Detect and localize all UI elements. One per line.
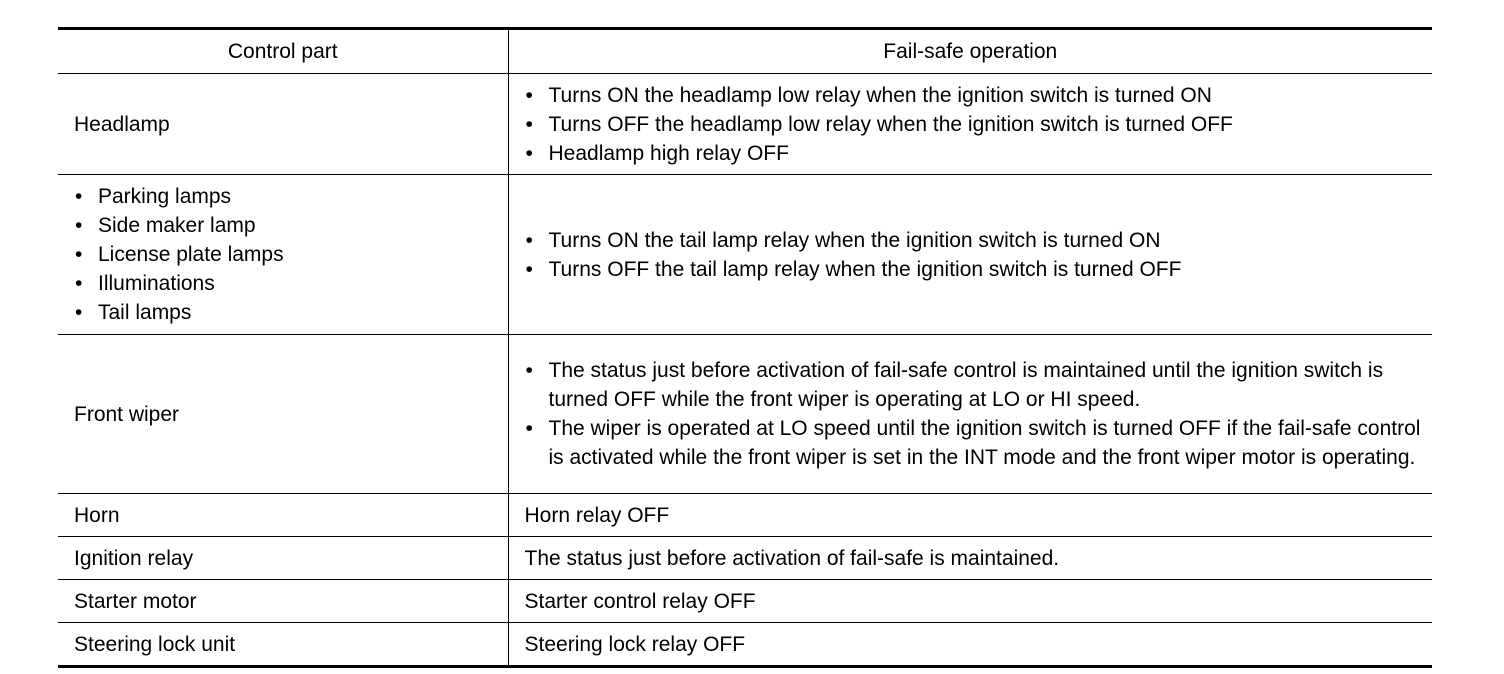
bullet: •: [75, 243, 83, 266]
operation-cell: The status just before activation of fail-safe is maintained.: [508, 537, 1432, 580]
bullet: •: [525, 141, 533, 165]
control-text: Parking lamps: [98, 185, 232, 208]
operation-cell: [508, 74, 1432, 175]
operation-text: The status just before activation of fail-safe control is maintained until the ignition switch is turned OFF while the front wiper is operating at LO or HI speed.: [548, 359, 1384, 411]
table-header-row: [58, 29, 1432, 74]
control-part-cell: Horn: [58, 494, 508, 537]
table-row: [58, 74, 1432, 175]
bullet: •: [525, 83, 533, 107]
operation-list: [525, 356, 1425, 472]
operation-list: [525, 226, 1425, 284]
table-row: [58, 580, 1432, 623]
bullet: •: [75, 301, 83, 324]
operation-cell: Horn relay OFF: [508, 494, 1432, 537]
list-item: [525, 414, 1425, 472]
bullet: •: [525, 228, 533, 252]
control-text: Illuminations: [98, 272, 215, 295]
control-part-cell: Headlamp: [58, 74, 508, 175]
operation-cell: [508, 175, 1432, 335]
table-row: [58, 537, 1432, 580]
operation-text: The wiper is operated at LO speed until the ignition switch is turned OFF if the fail-safe control is activated while the front wiper is set in the INT mode and the front wiper motor is operating.: [548, 417, 1421, 469]
operation-cell: Steering lock relay OFF: [508, 623, 1432, 667]
table-row: [58, 494, 1432, 537]
control-text: Side maker lamp: [98, 214, 256, 237]
header-fail-safe-operation: Fail-safe operation: [508, 29, 1432, 74]
list-item: [74, 182, 508, 211]
operation-list: [525, 81, 1425, 168]
fail-safe-table: [58, 27, 1432, 668]
table-row: [58, 175, 1432, 335]
list-item: [525, 356, 1425, 414]
control-part-cell: Starter motor: [58, 580, 508, 623]
list-item: [525, 139, 1425, 168]
bullet: •: [525, 359, 533, 382]
bullet: •: [525, 417, 533, 440]
control-part-cell: [58, 175, 508, 335]
operation-text: Turns ON the headlamp low relay when the ignition switch is turned ON: [548, 83, 1212, 107]
table-row: [58, 335, 1432, 494]
header-control-part: Control part: [58, 29, 508, 74]
list-item: [525, 110, 1425, 139]
operation-text: Turns ON the tail lamp relay when the ignition switch is turned ON: [548, 228, 1161, 252]
list-item: [525, 226, 1425, 255]
operation-cell: [508, 335, 1432, 494]
bullet: •: [75, 214, 83, 237]
control-part-cell: Front wiper: [58, 335, 508, 494]
table-row: [58, 623, 1432, 667]
operation-cell: Starter control relay OFF: [508, 580, 1432, 623]
control-text: Tail lamps: [98, 301, 192, 324]
operation-text: Headlamp high relay OFF: [548, 141, 789, 165]
control-text: License plate lamps: [98, 243, 284, 266]
control-part-list: [74, 182, 508, 327]
list-item: [74, 269, 508, 298]
control-part-cell: Steering lock unit: [58, 623, 508, 667]
operation-text: Turns OFF the headlamp low relay when the ignition switch is turned OFF: [548, 112, 1233, 136]
list-item: [525, 255, 1425, 284]
list-item: [74, 298, 508, 327]
list-item: [74, 240, 508, 269]
bullet: •: [525, 112, 533, 136]
list-item: [74, 211, 508, 240]
bullet: •: [75, 185, 83, 208]
operation-text: Turns OFF the tail lamp relay when the ignition switch is turned OFF: [548, 257, 1182, 281]
list-item: [525, 81, 1425, 110]
bullet: •: [75, 272, 83, 295]
control-part-cell: Ignition relay: [58, 537, 508, 580]
bullet: •: [525, 257, 533, 281]
